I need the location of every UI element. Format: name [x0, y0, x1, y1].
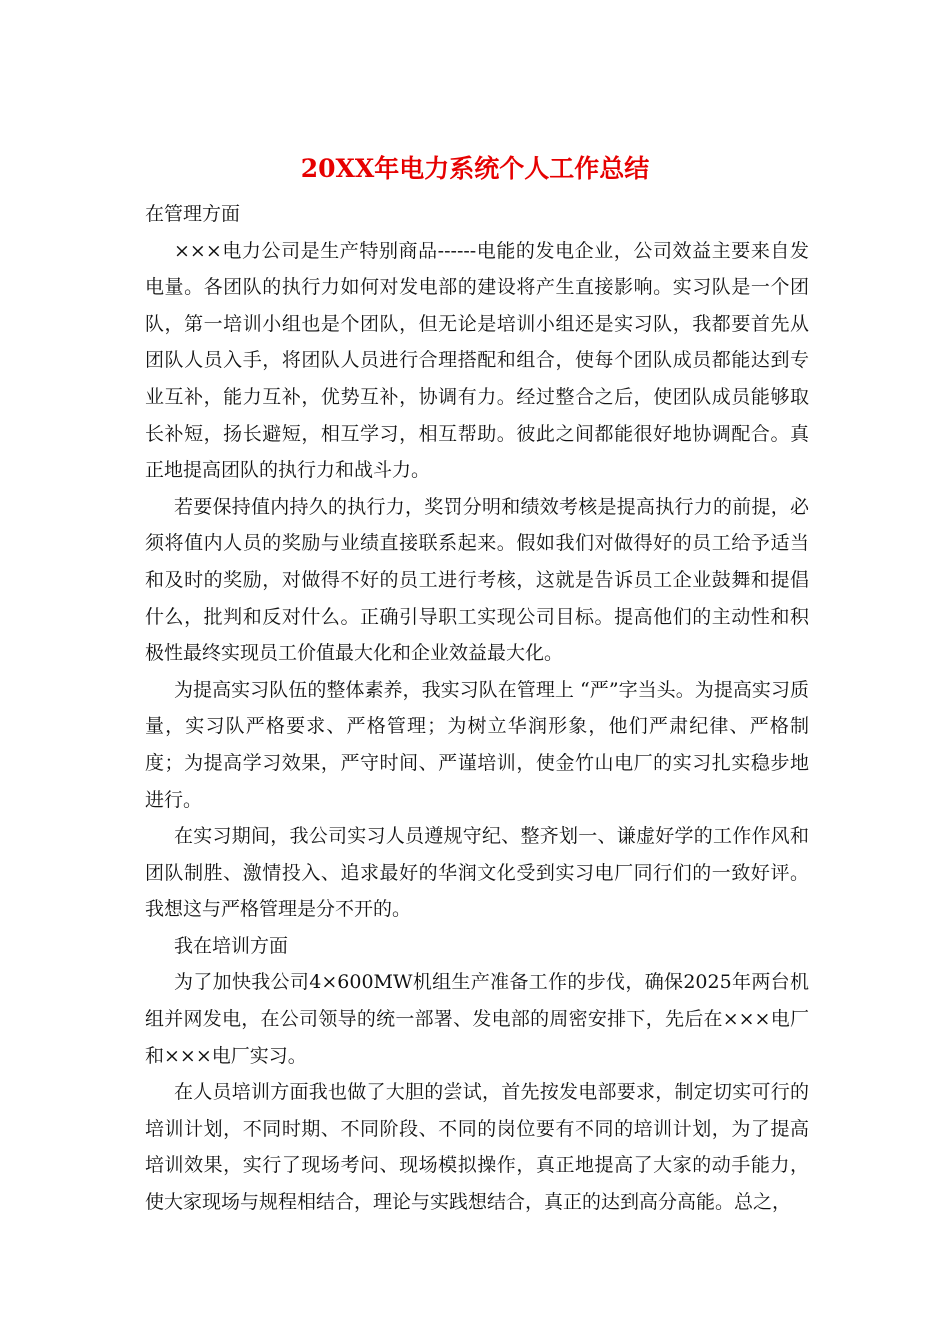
paragraph: 在实习期间，我公司实习人员遵规守纪、整齐划一、谦虚好学的工作作风和团队制胜、激情投入、追求最好的华润文化受到实习电厂同行们的一致好评。我想这与严格管理是分不开的。	[145, 825, 809, 921]
paragraph: 若要保持值内持久的执行力，奖罚分明和绩效考核是提高执行力的前提，必须将值内人员的奖励与业绩直接联系起来。假如我们对做得好的员工给予适当和及时的奖励，对做得不好的员工进行考核，这就是告诉员工企业鼓舞和提倡什么，批判和反对什么。正确引导职工实现公司目标。提高他们的主动性和积极性最终实现员工价值最大化和企业效益最大化。	[145, 495, 809, 665]
document-body	[145, 196, 809, 1221]
paragraph: 为提高实习队伍的整体素养，我实习队在管理上 “严”字当头。为提高实习质量，实习队严格要求、严格管理；为树立华润形象，他们严肃纪律、严格制度；为提高学习效果，严守时间、严谨培训，使金竹山电厂的实习扎实稳步地进行。	[145, 678, 809, 811]
section-heading-management: 在管理方面	[145, 203, 241, 225]
paragraph: ×××电力公司是生产特别商品------电能的发电企业，公司效益主要来自发电量。各团队的执行力如何对发电部的建设将产生直接影响。实习队是一个团队，第一培训小组也是个团队，但无论是培训小组还是实习队，我都要首先从团队人员入手，将团队人员进行合理搭配和组合，使每个团队成员都能达到专业互补，能力互补，优势互补，协调有力。经过整合之后，使团队成员能够取长补短，扬长避短，相互学习，相互帮助。彼此之间都能很好地协调配合。真正地提高团队的执行力和战斗力。	[145, 239, 809, 482]
paragraph: 为了加快我公司4×600MW机组生产准备工作的步伐，确保2025年两台机组并网发电，在公司领导的统一部署、发电部的周密安排下，先后在×××电厂和×××电厂实习。	[145, 971, 809, 1067]
section-heading-training: 我在培训方面	[174, 934, 289, 957]
paragraph: 在人员培训方面我也做了大胆的尝试，首先按发电部要求，制定切实可行的培训计划，不同时期、不同阶段、不同的岗位要有不同的培训计划，为了提高培训效果，实行了现场考问、现场模拟操作，真正地提高了大家的动手能力，使大家现场与规程相结合，理论与实践想结合，真正的达到高分高能。总之，	[145, 1081, 809, 1214]
document-title: 20XX年电力系统个人工作总结	[300, 154, 650, 183]
